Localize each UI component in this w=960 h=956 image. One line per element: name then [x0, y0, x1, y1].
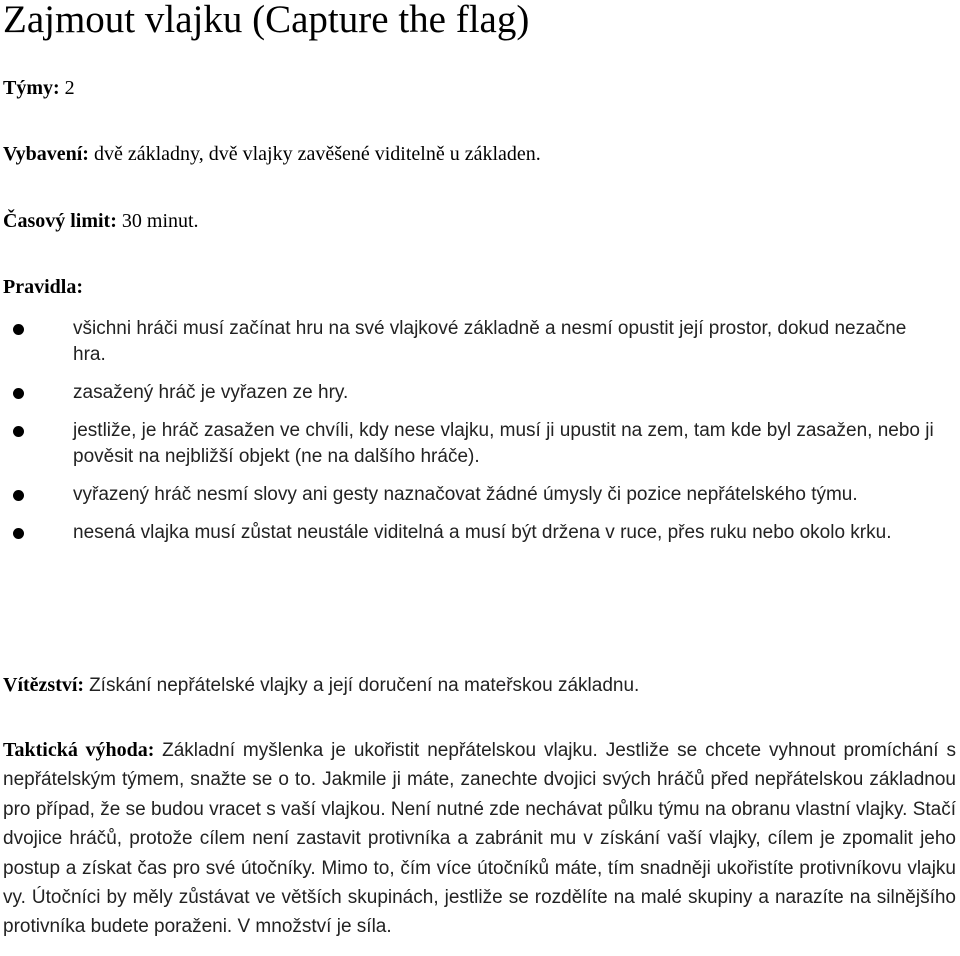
rules-heading	[3, 274, 83, 300]
list-item	[0, 380, 943, 406]
bullet-icon	[13, 426, 24, 437]
bullet-icon	[13, 388, 24, 399]
rule-text: vyřazený hráč nesmí slovy ani gesty naznačovat žádné úmysly či pozice nepřátelského týmu.	[73, 484, 858, 505]
list-item	[0, 520, 943, 546]
teams-line	[3, 75, 75, 101]
time-limit-label: Časový limit:	[3, 210, 117, 232]
tactic-value: Základní myšlenka je ukořistit nepřátelskou vlajku. Jestliže se chcete vyhnout promíchání s nepřátelským týmem, snažte se o to. Jakmile ji máte, zanechte dvojici svých hráčů před nepřátelskou základnou pro případ, že se budou vracet s vaší vlajkou. Není nutné zde nechávat půlku týmu na obranu vlastní vlajky. Stačí dvojice hráčů, protože cílem není zastavit protivníka a zabránit mu v získání vaší vlajky, cílem je zpomalit jeho postup a získat čas pro své útočníky. Mimo to, čím více útočníků máte, tím snadněji ukořistíte protivníkovu vlajku vy. Útočníci by měly zůstávat ve větších skupinách, jestliže se rozdělíte na malé skupiny a narazíte na silnějšího protivníka budete poraženi. V množství je síla.	[3, 740, 957, 938]
list-item	[0, 316, 943, 368]
victory-label: Vítězství:	[3, 674, 85, 696]
victory-value: Získání nepřátelské vlajky a její doručení na mateřskou základnu.	[89, 675, 640, 696]
bullet-icon	[13, 490, 24, 501]
equipment-label: Vybavení:	[3, 143, 89, 165]
tactic-label: Taktická výhoda:	[3, 739, 155, 761]
bullet-icon	[13, 528, 24, 539]
rule-text: jestliže, je hráč zasažen ve chvíli, kdy nese vlajku, musí ji upustit na zem, tam kde byl zasažen, nebo ji pověsit na nejbližší objekt (ne na dalšího hráče).	[73, 420, 934, 467]
rule-text: zasažený hráč je vyřazen ze hry.	[73, 382, 349, 403]
equipment-line	[3, 141, 541, 167]
time-limit-value: 30 minut.	[121, 210, 199, 232]
time-limit-line	[3, 208, 199, 234]
equipment-value: dvě základny, dvě vlajky zavěšené viditelně u základen.	[93, 143, 541, 165]
rule-text: nesená vlajka musí zůstat neustále viditelná a musí být držena v ruce, přes ruku nebo okolo krku.	[73, 522, 892, 543]
teams-value: 2	[64, 77, 75, 99]
teams-label: Týmy:	[3, 77, 60, 99]
list-item	[0, 482, 943, 508]
rules-list	[0, 316, 960, 558]
rules-label: Pravidla:	[3, 276, 83, 298]
rule-text: všichni hráči musí začínat hru na své vlajkové základně a nesmí opustit její prostor, dokud nezačne hra.	[73, 318, 907, 365]
victory-line	[3, 672, 639, 699]
tactic-paragraph	[3, 736, 956, 942]
bullet-icon	[13, 324, 24, 335]
list-item	[0, 418, 943, 470]
page-title: Zajmout vlajku (Capture the flag)	[3, 0, 530, 41]
